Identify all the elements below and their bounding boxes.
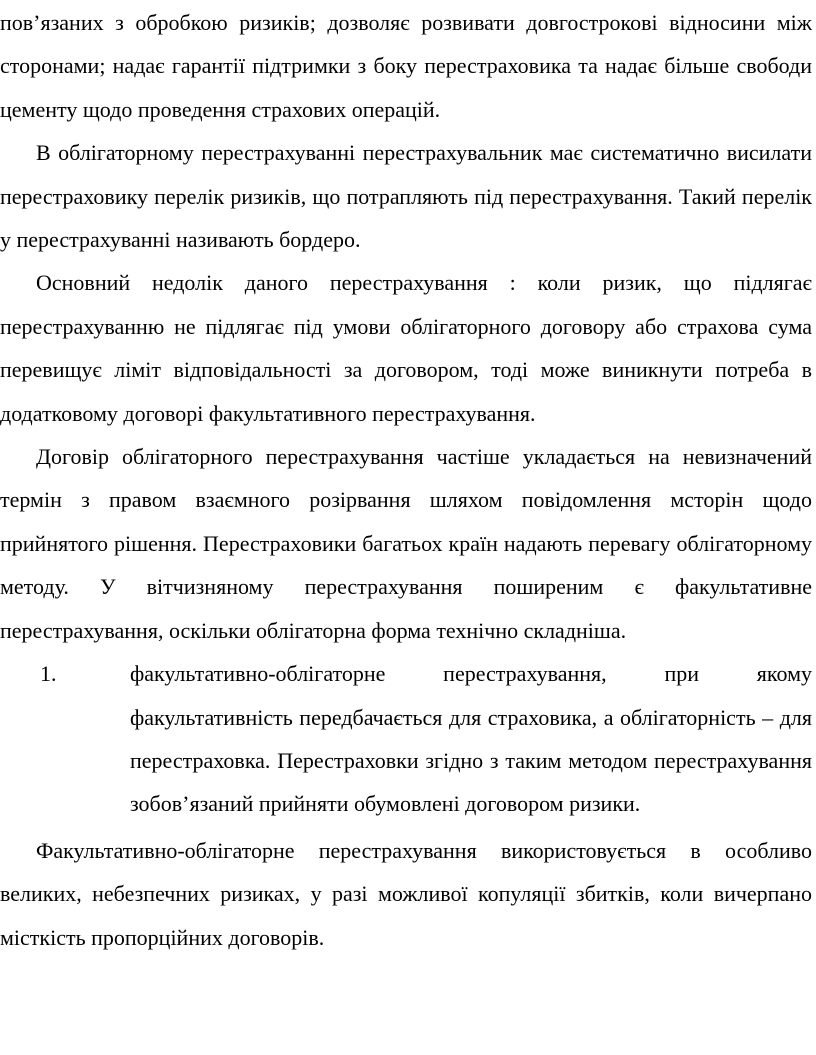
list-item-text: факультативно-облігаторне перестрахування, при якому факультативність передбачається для страховика, а облігаторність – для перестраховка. Перестраховки згідно з таким методом перестрахування зобов’язаний прийняти обумовлені договором ризики. <box>130 661 812 817</box>
paragraph-obligatory-contract: Договір облігаторного перестрахування частіше укладається на невизначений термін з правом взаємного розірвання шляхом повідомлення мсторін щодо прийнятого рішення. Перестраховики багатьох країн надають перевагу облігаторному методу. У вітчизняному перестрахування поширеним є факультативне перестрахування, оскільки облігаторна форма технічно складніша. <box>0 444 812 643</box>
paragraph-obligatory-bordereau: В облігаторному перестрахуванні перестрахувальник має систематично висилати перестраховику перелік ризиків, що потрапляють під перестрахування. Такий перелік у перестрахуванні називають бордеро. <box>0 140 812 253</box>
paragraph-main-drawback: Основний недолік даного перестрахування : коли ризик, що підлягає перестрахуванню не підлягає під умови облігаторного договору або страхова сума перевищує ліміт відповідальності за договором, тоді може виникнути потреба в додатковому договорі факультативного перестрахування. <box>0 270 812 426</box>
paragraph-facultative-obligatory: Факультативно-облігаторне перестрахування використовується в особливо великих, небезпечних ризиках, у разі можливої копуляції збитків, коли вичерпано місткість пропорційних договорів. <box>0 837 812 950</box>
paragraph-continuation: пов’язаних з обробкою ризиків; дозволяє розвивати довгострокові відносини між сторонами; надає гарантії підтримки з боку перестраховика та надає більше свободи цементу щодо проведення страхових операцій. <box>0 10 812 122</box>
list-item <box>0 652 812 826</box>
list-item-number: 1. <box>40 661 57 687</box>
